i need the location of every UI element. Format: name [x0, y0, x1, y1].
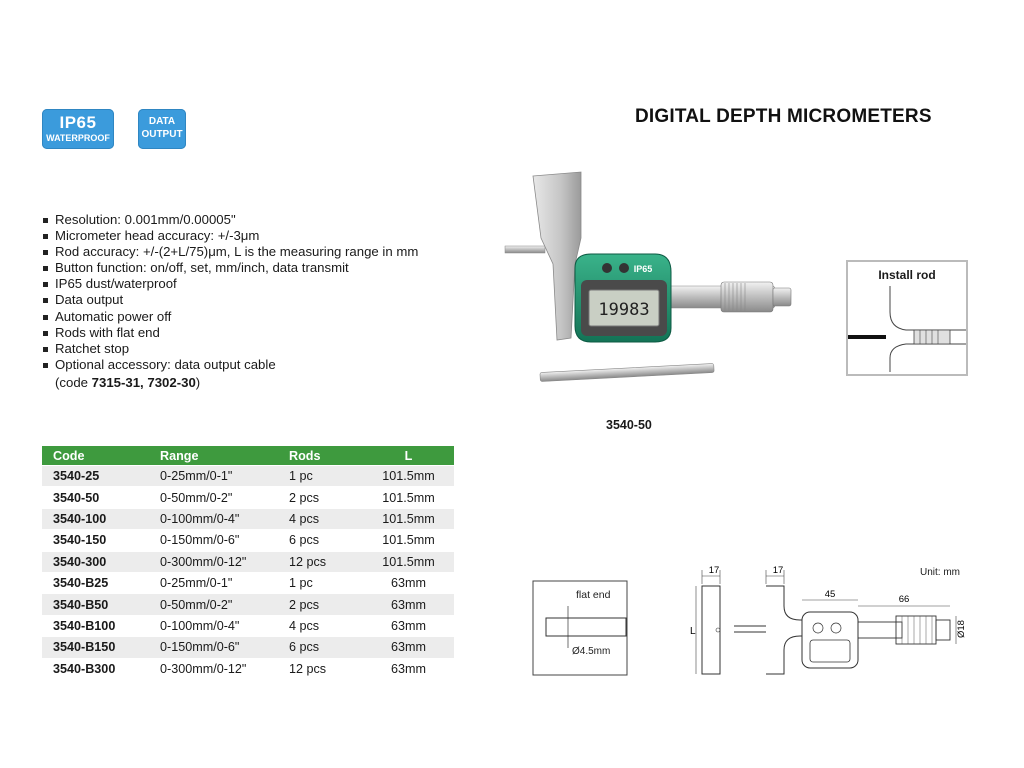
rod-upper: [505, 246, 545, 253]
cell-code: 3540-150: [42, 530, 149, 551]
cell-l: 63mm: [363, 637, 454, 658]
dimension-drawing: [690, 560, 980, 685]
dim-18: Ø18: [956, 620, 967, 638]
cell-code: 3540-300: [42, 551, 149, 572]
header-code: Code: [42, 446, 149, 466]
product-caption: 3540-50: [606, 418, 652, 432]
table-row: [42, 594, 454, 615]
cell-l: 101.5mm: [363, 530, 454, 551]
cell-rods: 12 pcs: [278, 658, 363, 679]
feature-item: Rods with flat end: [42, 325, 418, 341]
table-row: [42, 530, 454, 551]
badge-ip65-line1: IP65: [59, 113, 97, 132]
table-row: [42, 572, 454, 593]
cell-range: 0-50mm/0-2": [149, 487, 278, 508]
spec-table: [42, 446, 454, 679]
table-row: [42, 615, 454, 636]
feature-item: Micrometer head accuracy: +/-3μm: [42, 228, 418, 244]
button-icon: [619, 263, 629, 273]
table-row: [42, 466, 454, 487]
dim-L: L: [690, 626, 696, 637]
cell-l: 101.5mm: [363, 466, 454, 487]
cell-range: 0-150mm/0-6": [149, 637, 278, 658]
flat-end-diagram: [530, 578, 630, 678]
feature-item: Automatic power off: [42, 309, 418, 325]
accessory-code-suffix: ): [195, 375, 201, 390]
header-rods: Rods: [278, 446, 363, 466]
lcd-reading: 19983: [598, 300, 650, 320]
cell-code: 3540-B100: [42, 615, 149, 636]
cell-code: 3540-B300: [42, 658, 149, 679]
flat-end-label: flat end: [576, 589, 611, 601]
feature-item: Optional accessory: data output cable: [42, 357, 418, 373]
cell-code: 3540-B50: [42, 594, 149, 615]
page-title: DIGITAL DEPTH MICROMETERS: [635, 106, 932, 127]
cell-rods: 4 pcs: [278, 508, 363, 529]
install-rod-diagram: [848, 286, 966, 372]
feature-item: Rod accuracy: +/-(2+L/75)μm, L is the measuring range in mm: [42, 244, 418, 260]
install-rod-label: Install rod: [878, 268, 936, 282]
rod-diameter-label: Ø4.5mm: [572, 646, 611, 657]
cell-rods: 1 pc: [278, 572, 363, 593]
cell-l: 63mm: [363, 594, 454, 615]
table-row: [42, 551, 454, 572]
cell-code: 3540-50: [42, 487, 149, 508]
badge-data-line1: DATA: [148, 116, 176, 127]
table-row: [42, 658, 454, 679]
cell-code: 3540-B25: [42, 572, 149, 593]
table-row: [42, 508, 454, 529]
feature-item: Resolution: 0.001mm/0.00005": [42, 212, 418, 228]
cell-range: 0-300mm/0-12": [149, 658, 278, 679]
cell-range: 0-25mm/0-1": [149, 572, 278, 593]
table-header-row: [42, 446, 454, 466]
cell-rods: 12 pcs: [278, 551, 363, 572]
cell-l: 101.5mm: [363, 508, 454, 529]
cell-rods: 6 pcs: [278, 530, 363, 551]
cell-rods: 1 pc: [278, 466, 363, 487]
spare-rod: [540, 363, 714, 381]
cell-range: 0-100mm/0-4": [149, 508, 278, 529]
install-rod-panel: [846, 260, 968, 376]
badge-ip65-line2: WATERPROOF: [46, 133, 110, 143]
header-range: Range: [149, 446, 278, 466]
cell-l: 63mm: [363, 658, 454, 679]
cell-l: 63mm: [363, 615, 454, 636]
feature-item: Data output: [42, 292, 418, 308]
cell-range: 0-25mm/0-1": [149, 466, 278, 487]
table-row: [42, 637, 454, 658]
cell-rods: 4 pcs: [278, 615, 363, 636]
dim-17a: 17: [708, 565, 720, 576]
accessory-code-line: [55, 375, 200, 390]
header-l: L: [363, 446, 454, 466]
dim-45: 45: [824, 589, 836, 600]
cell-range: 0-100mm/0-4": [149, 615, 278, 636]
feature-item: Ratchet stop: [42, 341, 418, 357]
badge-data-line2: OUTPUT: [141, 129, 183, 140]
cell-range: 0-150mm/0-6": [149, 530, 278, 551]
unit-label: Unit: mm: [920, 567, 960, 578]
cell-code: 3540-B150: [42, 637, 149, 658]
table-row: [42, 487, 454, 508]
ratchet: [773, 288, 791, 306]
cell-l: 101.5mm: [363, 487, 454, 508]
cell-l: 101.5mm: [363, 551, 454, 572]
accessory-code-prefix: (code: [55, 375, 92, 390]
device-ip65-label: IP65: [633, 264, 653, 274]
cell-range: 0-300mm/0-12": [149, 551, 278, 572]
dim-66: 66: [898, 594, 910, 605]
cell-rods: 2 pcs: [278, 594, 363, 615]
button-icon: [602, 263, 612, 273]
data-output-badge: [138, 109, 186, 149]
cell-rods: 2 pcs: [278, 487, 363, 508]
feature-item: Button function: on/off, set, mm/inch, data transmit: [42, 260, 418, 276]
cell-code: 3540-100: [42, 508, 149, 529]
feature-list: [42, 212, 418, 373]
ip65-waterproof-badge: [42, 109, 114, 149]
cell-rods: 6 pcs: [278, 637, 363, 658]
cell-l: 63mm: [363, 572, 454, 593]
cell-range: 0-50mm/0-2": [149, 594, 278, 615]
feature-item: IP65 dust/waterproof: [42, 276, 418, 292]
cell-code: 3540-25: [42, 466, 149, 487]
accessory-codes: 7315-31, 7302-30: [91, 375, 196, 390]
product-image: [495, 168, 825, 398]
base-plate: [533, 172, 581, 340]
dim-17b: 17: [772, 565, 784, 576]
